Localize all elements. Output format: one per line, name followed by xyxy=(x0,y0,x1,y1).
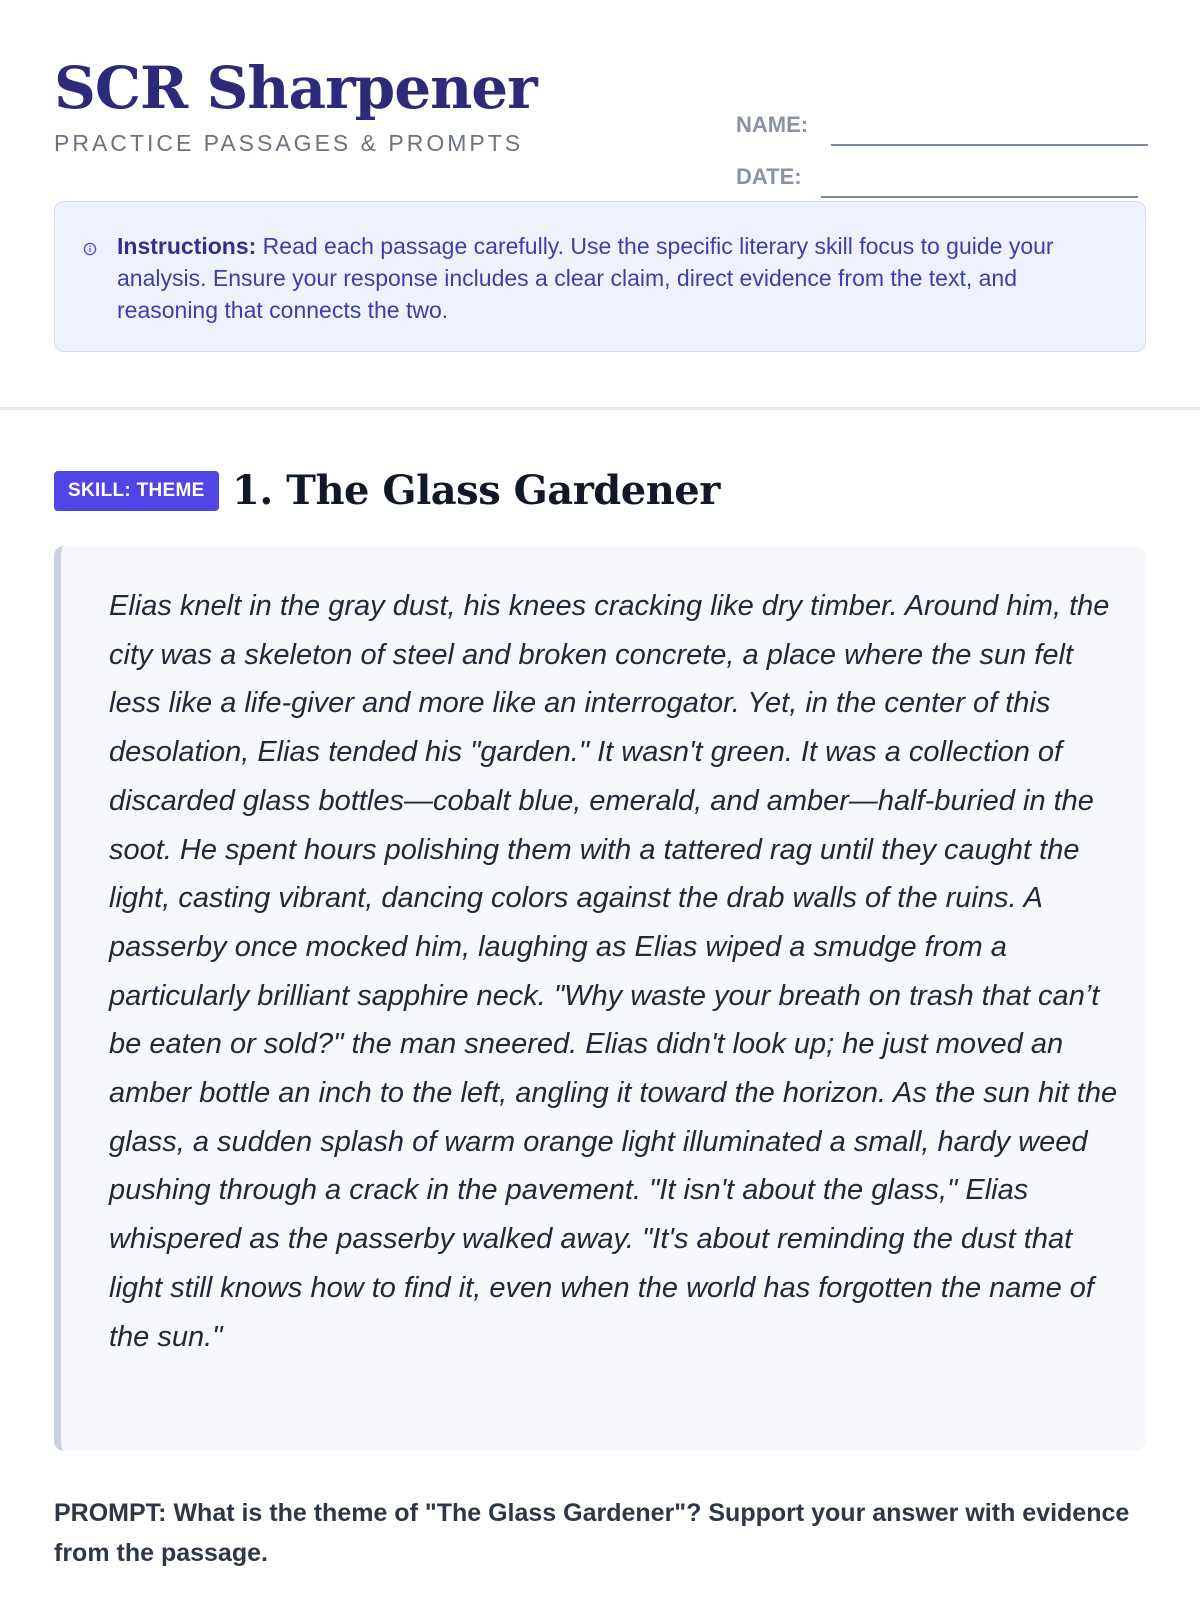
instructions-text xyxy=(117,230,1117,326)
name-label: NAME: xyxy=(736,112,809,137)
instructions-body: Read each passage carefully. Use the specific literary skill focus to guide your analysis. Ensure your response includes a clear claim, direct evidence from the text, and reasoning that connects the two. xyxy=(117,233,1054,323)
info-icon xyxy=(83,242,97,256)
worksheet-header xyxy=(54,52,1148,189)
page-subtitle: PRACTICE PASSAGES & PROMPTS xyxy=(54,130,524,156)
name-field[interactable] xyxy=(736,106,1148,146)
skill-badge: SKILL: THEME xyxy=(54,471,219,511)
date-label: DATE: xyxy=(736,164,802,189)
instructions-callout xyxy=(54,201,1146,352)
section-divider xyxy=(0,407,1200,410)
passage-text: Elias knelt in the gray dust, his knees cracking like dry timber. Around him, the city was a skeleton of steel and broken concrete, a place where the sun felt less like a life-giver and more like an interrogator. Yet, in the center of this desolation, Elias tended his "garden." It wasn't green. It was a collection of discarded glass bottles—cobalt blue, emerald, and amber—half-buried in the soot. He spent hours polishing them with a tattered rag until they caught the light, casting vibrant, dancing colors against the drab walls of the ruins. A passerby once mocked him, laughing as Elias wiped a smudge from a particularly brilliant sapphire neck. "Why waste your breath on trash that can’t be eaten or sold?" the man sneered. Elias didn't look up; he just moved an amber bottle an inch to the left, angling it toward the horizon. As the sun hit the glass, a sudden splash of warm orange light illuminated a small, hardy weed pushing through a crack in the pavement. "It isn't about the glass," Elias whispered as the passerby walked away. "It's about reminding the dust that light still knows how to find it, even when the world has forgotten the name of the sun." xyxy=(109,590,1118,1353)
instructions-label: Instructions: xyxy=(117,233,257,259)
prompt-text: PROMPT: What is the theme of "The Glass Gardener"? Support your answer with evidence from the passage. xyxy=(54,1499,1130,1567)
passage-box xyxy=(54,546,1146,1451)
date-line[interactable] xyxy=(821,196,1138,198)
date-field[interactable] xyxy=(736,158,1138,198)
passage-title: 1. The Glass Gardener xyxy=(232,467,720,514)
page-title: SCR Sharpener xyxy=(54,54,537,122)
name-line[interactable] xyxy=(831,144,1148,146)
